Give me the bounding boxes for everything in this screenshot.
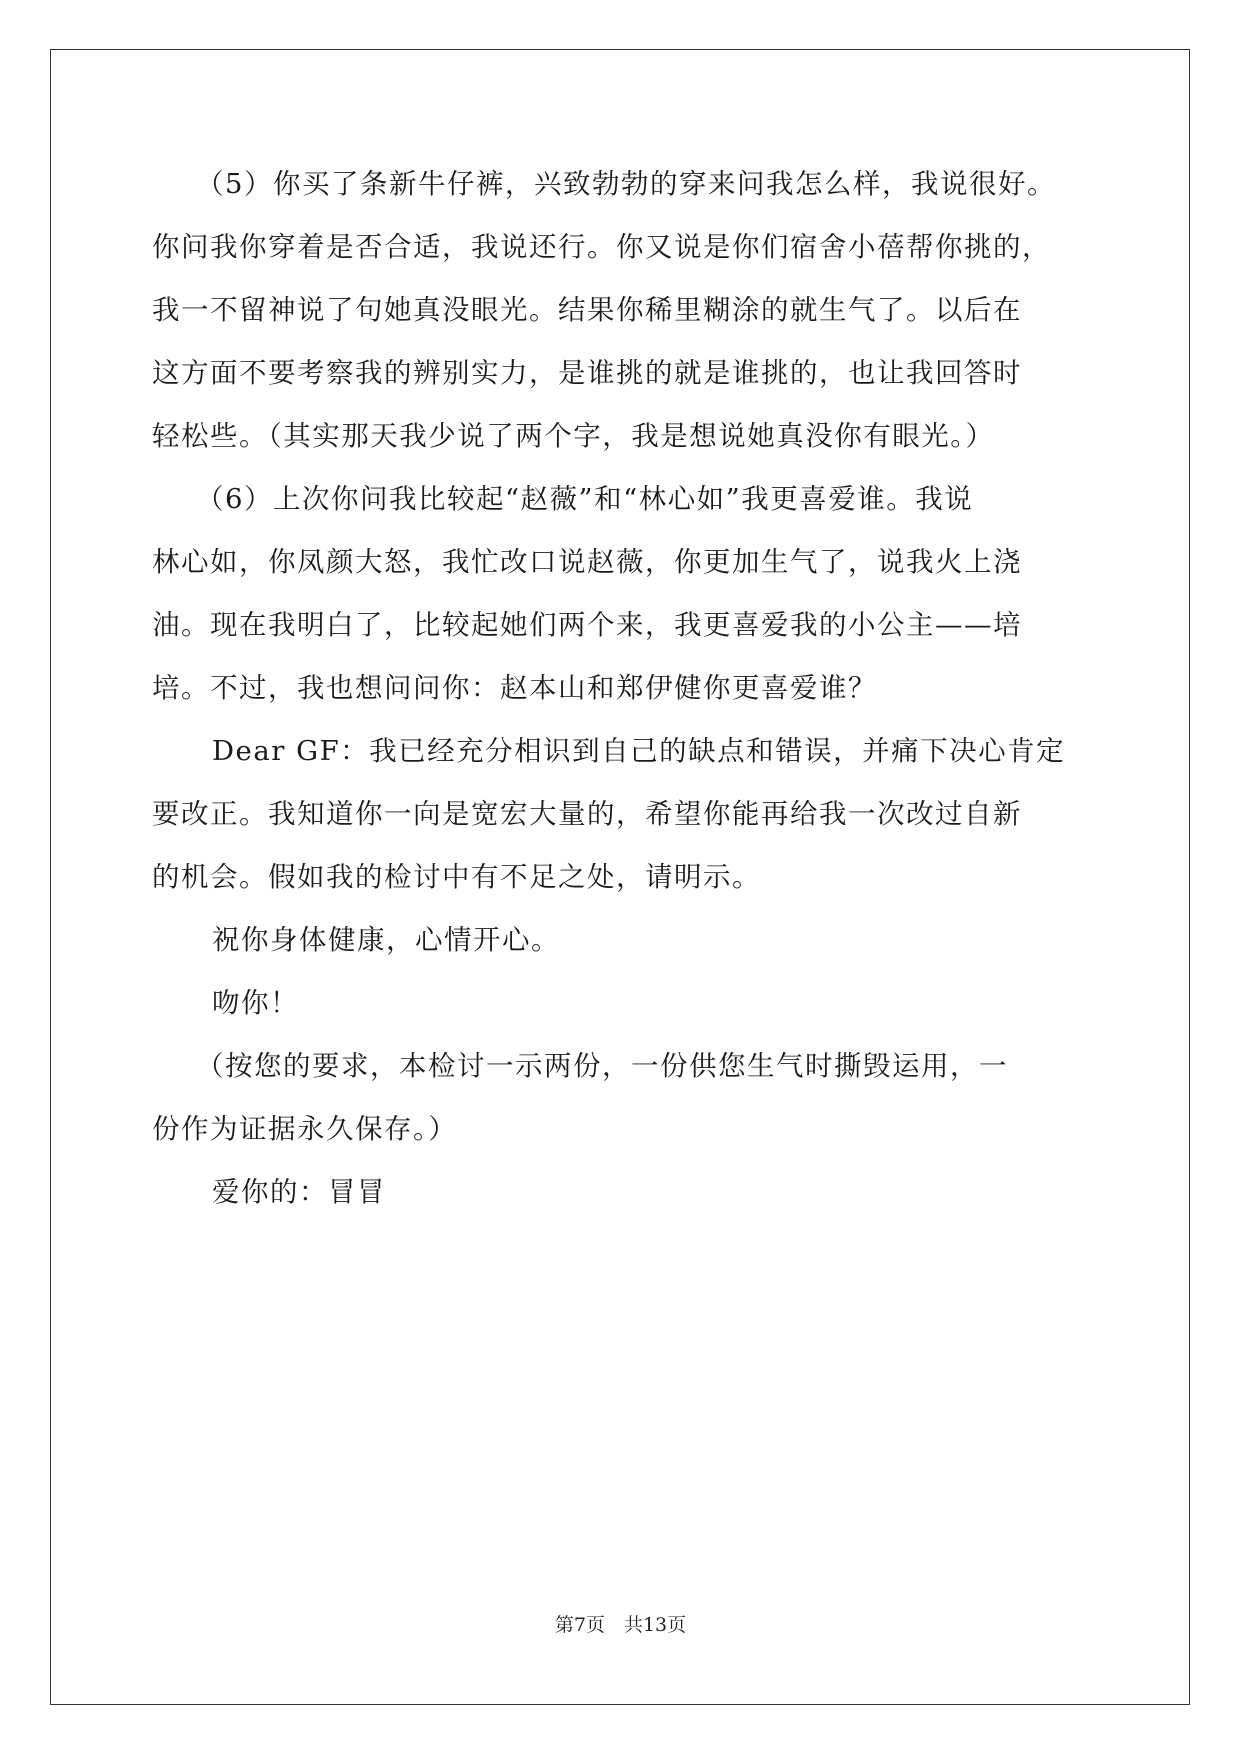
signature-line: 爱你的：冒冒 <box>212 1176 386 1208</box>
kiss-line: 吻你！ <box>212 987 299 1019</box>
wish-line: 祝你身体健康，心情开心。 <box>212 924 560 956</box>
dear-gf-line-1: Dear GF：我已经充分相识到自己的缺点和错误，并痛下决心肯定 <box>212 735 1066 767</box>
paragraph-5-line-1: （5）你买了条新牛仔裤，兴致勃勃的穿来问我怎么样，我说很好。 <box>196 168 1056 200</box>
paragraph-6-line-3: 油。现在我明白了，比较起她们两个来，我更喜爱我的小公主——培 <box>152 609 1022 641</box>
paragraph-5-line-5: 轻松些。（其实那天我少说了两个字，我是想说她真没你有眼光。） <box>152 420 995 452</box>
note-line-1: （按您的要求，本检讨一示两份，一份供您生气时撕毁运用，一 <box>196 1050 1008 1082</box>
paragraph-5-line-3: 我一不留神说了句她真没眼光。结果你稀里糊涂的就生气了。以后在 <box>152 294 1022 326</box>
dear-gf-line-2: 要改正。我知道你一向是宽宏大量的，希望你能再给我一次改过自新 <box>152 798 1022 830</box>
note-line-2: 份作为证据永久保存。） <box>152 1113 458 1145</box>
paragraph-5-line-4: 这方面不要考察我的辨别实力，是谁挑的就是谁挑的，也让我回答时 <box>152 357 1022 389</box>
paragraph-6-line-4: 培。不过，我也想问问你：赵本山和郑伊健你更喜爱谁？ <box>152 672 877 704</box>
page-number: 第7页 共13页 <box>554 1614 687 1636</box>
dear-gf-line-3: 的机会。假如我的检讨中有不足之处，请明示。 <box>152 861 761 893</box>
paragraph-6-line-2: 林心如，你凤颜大怒，我忙改口说赵薇，你更加生气了，说我火上浇 <box>152 546 1022 578</box>
paragraph-5-line-2: 你问我你穿着是否合适，我说还行。你又说是你们宿舍小蓓帮你挑的， <box>152 231 1051 263</box>
paragraph-6-line-1: （6）上次你问我比较起“赵薇”和“林心如”我更喜爱谁。我说 <box>196 483 974 515</box>
